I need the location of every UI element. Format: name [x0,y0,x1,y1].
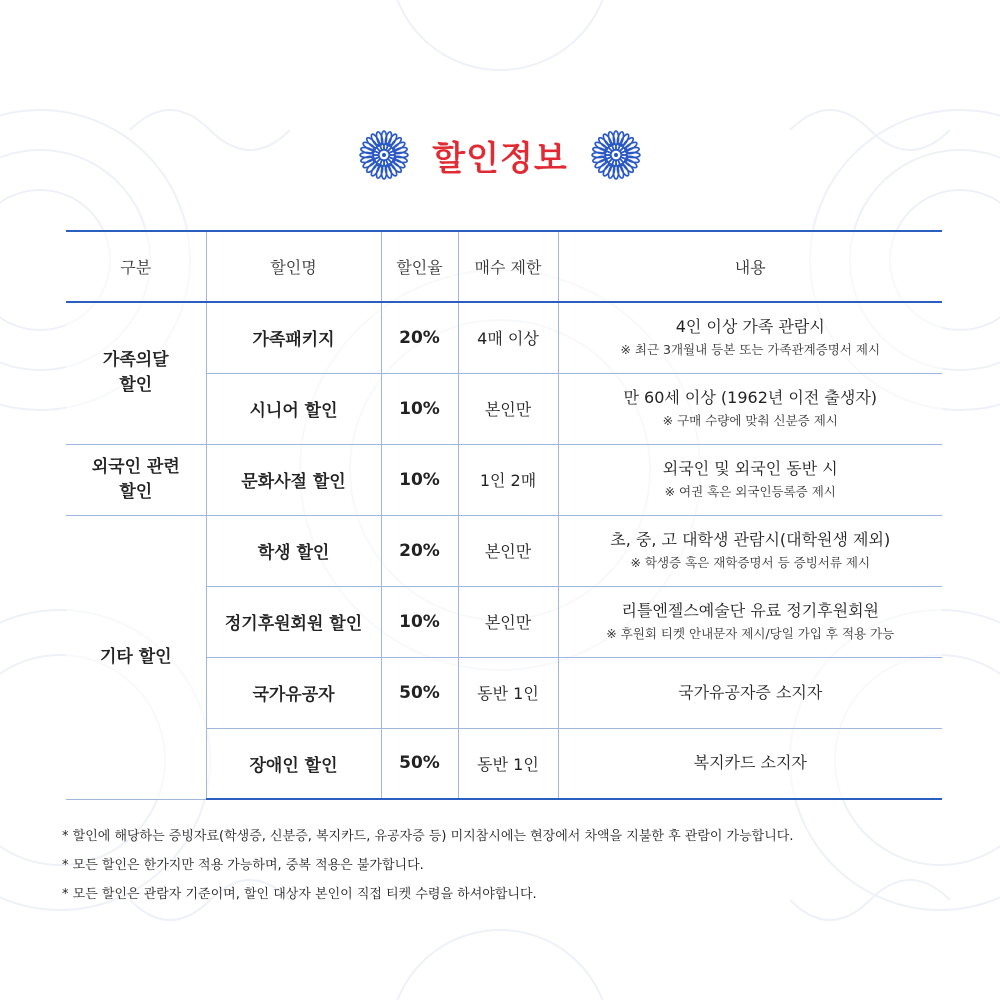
header-description: 내용 [558,231,942,302]
discount-rate: 10% [381,444,458,515]
discount-rate: 20% [381,515,458,586]
description-text: 외국인 및 외국인 동반 시 [662,458,838,478]
description-note: ※ 학생증 혹은 재학증명서 등 증빙서류 제시 [630,554,871,570]
discount-table [66,230,942,800]
discount-name: 정기후원회원 할인 [206,586,381,657]
chrysanthemum-icon [590,129,642,181]
section-header [0,128,1000,182]
table-row [66,444,942,515]
table-row [66,515,942,586]
discount-rate: 10% [381,586,458,657]
ticket-limit: 동반 1인 [458,728,558,799]
category-cell [66,515,206,799]
description-cell [558,373,942,444]
description-note: ※ 후원회 티켓 안내문자 제시/당일 가입 후 적용 가능 [606,625,895,641]
discount-name: 시니어 할인 [206,373,381,444]
category-label: 기타 할인 [99,646,172,667]
category-cell [66,302,206,444]
ticket-limit: 본인만 [458,373,558,444]
description-note: ※ 여권 혹은 외국인등록증 제시 [664,483,836,499]
category-label: 가족의달 할인 [102,350,169,396]
description-cell [558,657,942,728]
discount-rate: 20% [381,302,458,373]
discount-name: 장애인 할인 [206,728,381,799]
ticket-limit: 1인 2매 [458,444,558,515]
table-header-row [66,231,942,302]
table-row [66,302,942,373]
discount-rate: 10% [381,373,458,444]
description-note: ※ 구매 수량에 맞춰 신분증 제시 [662,412,838,428]
ticket-limit: 동반 1인 [458,657,558,728]
description-cell [558,728,942,799]
description-note: ※ 최근 3개월내 등본 또는 가족관계증명서 제시 [620,341,881,357]
discount-rate: 50% [381,657,458,728]
description-cell [558,444,942,515]
category-label: 외국인 관련 할인 [91,456,180,502]
discount-name: 국가유공자 [206,657,381,728]
description-cell [558,302,942,373]
ticket-limit: 4매 이상 [458,302,558,373]
description-text: 리틀엔젤스예술단 유료 정기후원회원 [621,600,879,620]
chrysanthemum-icon [358,129,410,181]
discount-name: 가족패키지 [206,302,381,373]
description-text: 국가유공자증 소지자 [678,682,823,702]
description-text: 4인 이상 가족 관람시 [675,316,825,336]
note-text: * 모든 할인은 관람자 기준이며, 할인 대상자 본인이 직접 티켓 수령을 하셔야합니다. [62,887,537,902]
header-discount-name: 할인명 [206,231,381,302]
description-text: 복지카드 소지자 [693,753,807,773]
notes-section [62,822,962,909]
description-cell [558,515,942,586]
note-text: * 할인에 해당하는 증빙자료(학생증, 신분증, 복지카드, 유공자증 등) 미지참시에는 현장에서 차액을 지불한 후 관람이 가능합니다. [62,829,794,844]
discount-name: 학생 할인 [206,515,381,586]
header-ticket-limit: 매수 제한 [458,231,558,302]
description-text: 만 60세 이상 (1962년 이전 출생자) [623,387,878,407]
page-title: 할인정보 [432,138,568,179]
note-text: * 모든 할인은 한가지만 적용 가능하며, 중복 적용은 불가합니다. [62,858,424,873]
description-text: 초, 중, 고 대학생 관람시(대학원생 제외) [610,529,891,549]
header-discount-rate: 할인율 [381,231,458,302]
header-category: 구분 [66,231,206,302]
discount-rate: 50% [381,728,458,799]
description-cell [558,586,942,657]
category-cell [66,444,206,515]
ticket-limit: 본인만 [458,586,558,657]
discount-name: 문화사절 할인 [206,444,381,515]
ticket-limit: 본인만 [458,515,558,586]
